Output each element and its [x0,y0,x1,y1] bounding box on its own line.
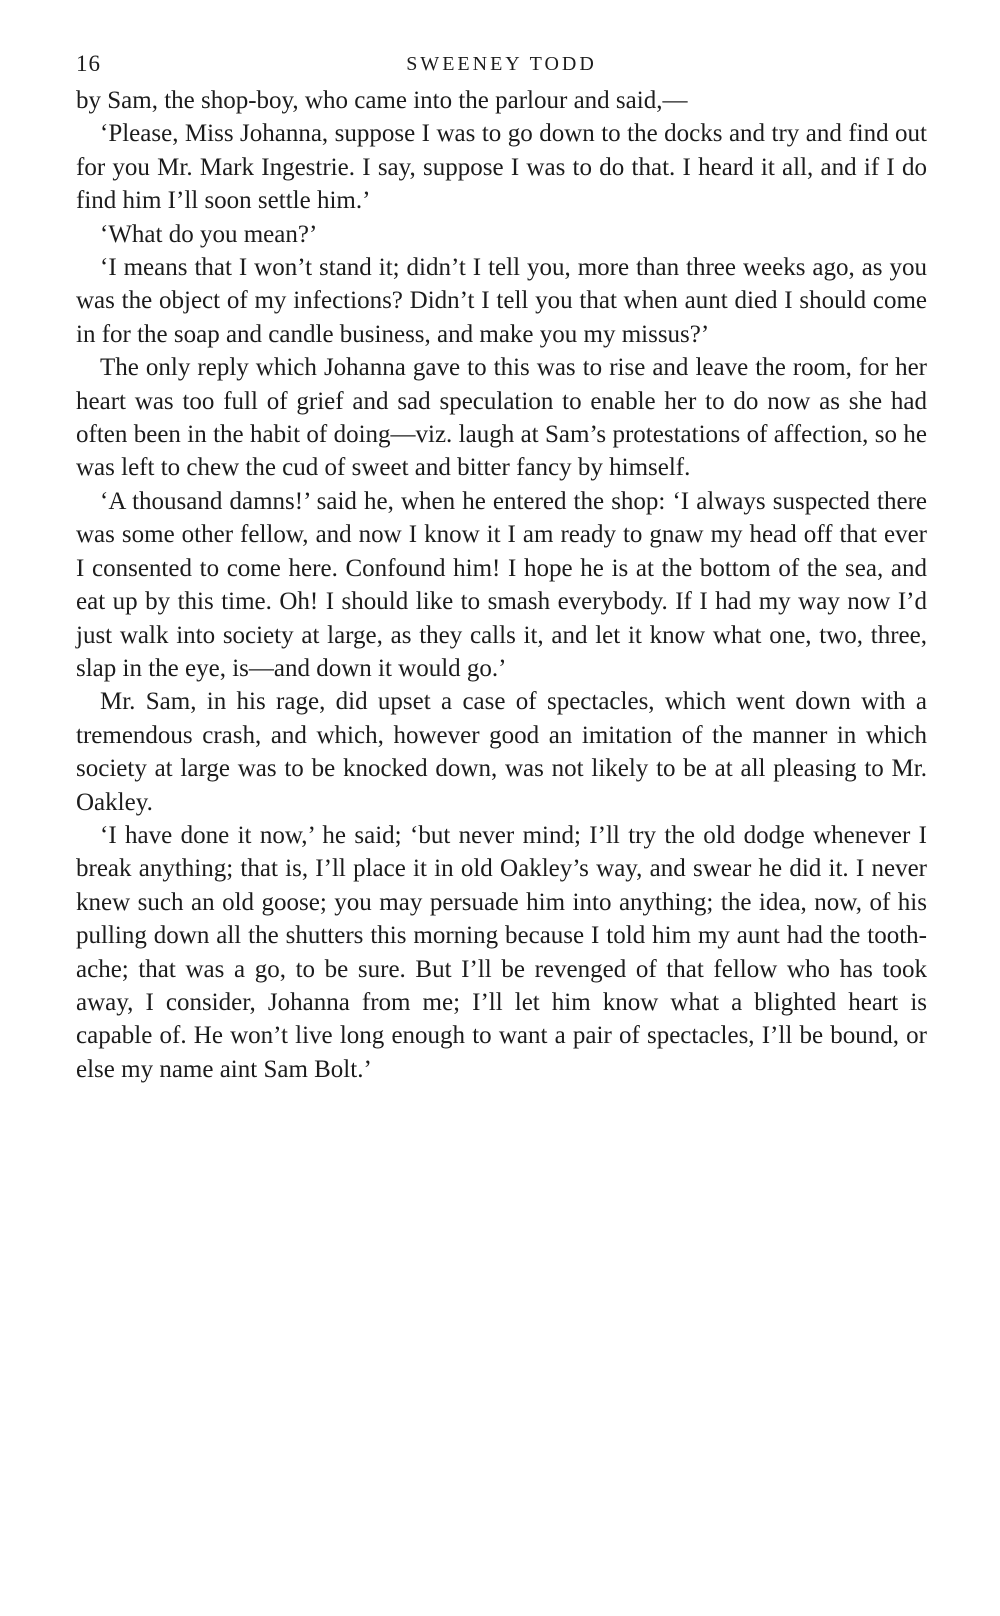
paragraph: ‘A thousand damns!’ said he, when he entered the shop: ‘I always suspected there was some other fellow, and now I know it I am ready to gnaw my head off that ever I consented to come here. Confound him! I hope he is at the bottom of the sea, and eat up by this time. Oh! I should like to smash everybody. If I had my way now I’d just walk into society at large, as they calls it, and let it know what one, two, three, slap in the eye, is—and down it would go.’ [76,487,927,682]
page-number: 16 [76,51,101,76]
paragraph: The only reply which Johanna gave to this was to rise and leave the room, for her heart was too full of grief and sad speculation to enable her to do now as she had often been in the habit of doing—viz. laugh at Sam’s protestations of affection, so he was left to chew the cud of sweet and bitter fancy by himself. [76,354,927,482]
body-text [76,84,927,1086]
book-page [76,44,927,1086]
running-head [76,44,927,84]
paragraph: Mr. Sam, in his rage, did upset a case of spectacles, which went down with a tremendous crash, and which, however good an imitation of the manner in which society at large was to be knocked down, was not likely to be at all pleasing to Mr. Oakley. [76,688,927,816]
paragraph: ‘I have done it now,’ he said; ‘but never mind; I’ll try the old dodge whenever I break anything; that is, I’ll place it in old Oakley’s way, and swear he did it. I never knew such an old goose; you may persuade him into anything; the idea, now, of his pulling down all the shutters this morning because I told him my aunt had the tooth-ache; that was a go, to be sure. But I’ll be revenged of that fellow who has took away, I consider, Johanna from me; I’ll let him know what a blighted heart is capable of. He won’t live long enough to want a pair of spectacles, I’ll be bound, or else my name aint Sam Bolt.’ [76,821,927,1083]
running-title: SWEENEY TODD [406,53,597,75]
paragraph: ‘Please, Miss Johanna, suppose I was to go down to the docks and try and find out for you Mr. Mark Ingestrie. I say, suppose I was to do that. I heard it all, and if I do find him I’ll soon settle him.’ [76,120,927,215]
paragraph: ‘I means that I won’t stand it; didn’t I tell you, more than three weeks ago, as you was the object of my infections? Didn’t I tell you that when aunt died I should come in for the soap and candle business, and make you my missus?’ [76,254,927,348]
paragraph: ‘What do you mean?’ [100,220,318,248]
paragraph: by Sam, the shop-boy, who came into the parlour and said,— [76,87,688,114]
